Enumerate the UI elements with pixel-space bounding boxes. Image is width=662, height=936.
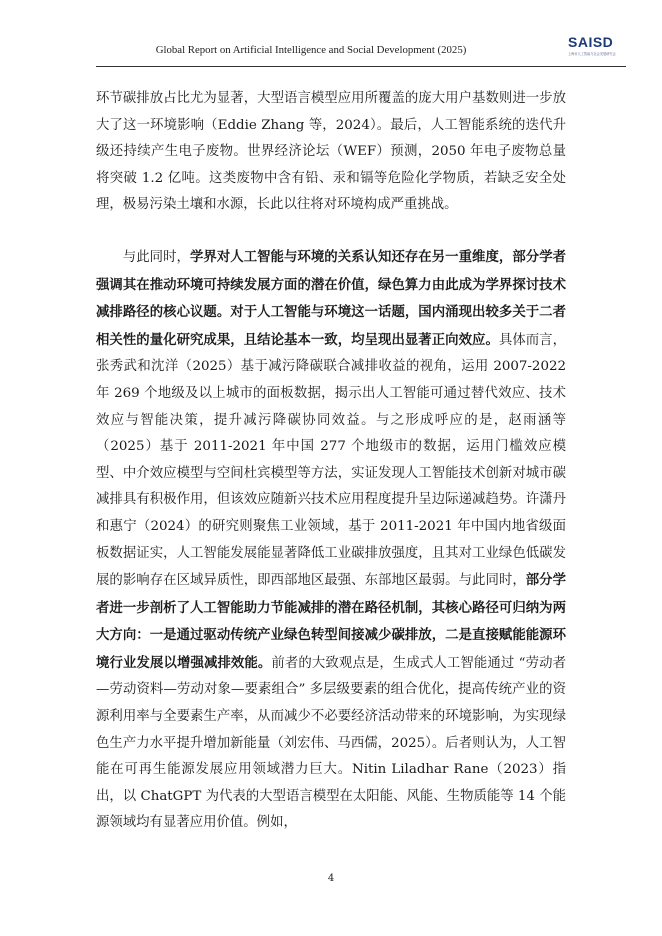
logo-subtitle: 上海市人工智能与社会发展研究会 xyxy=(568,52,616,56)
text-segment: 与此同时， xyxy=(122,249,190,265)
body-text xyxy=(96,86,566,837)
page-number: 4 xyxy=(327,873,335,884)
saisd-logo xyxy=(568,34,626,66)
bold-segment: 学界对人工智能与环境的关系认知还存在另一重维度，部分学者强调其在推动环境可持续发展方面的潜在价值，绿色算力由此成为学界探讨技术减排路径的核心议题。对于人工智能与环境这一话题，国内涌现出较多关于二者相关性的量化研究成果，且结论基本一致，均呈现出显著正向效应。 xyxy=(96,248,567,348)
header-divider xyxy=(96,66,626,67)
page-header xyxy=(96,34,626,70)
paragraph-1: 环节碳排放占比尤为显著，大型语言模型应用所覆盖的庞大用户基数则进一步放大了这一环境影响（Eddie Zhang 等，2024）。最后，人工智能系统的迭代升级还持续产生电子废物。世界经济论坛（WEF）预测，2050 年电子废物总量将突破 1.2 亿吨。这类废物中含有铅、汞和镉等危险化学物质，若缺乏安全处理，极易污染土壤和水源，长此以往将对环境构成严重挑战。 xyxy=(96,91,566,213)
text-segment: 前者的大致观点是，生成式人工智能通过 “劳动者—劳动资料—劳动对象—要素组合” 多层级要素的组合优化，提高传统产业的资源利用率与全要素生产率，从而减少不必要经济活动带来的环境影响，为实现绿色生产力水平提升增加新能量（刘宏伟、马西儒，2025）。后者则认为，人工智能在可再生能源发展应用领域潜力巨大。Nitin Liladhar Rane（2023）指出，以 ChatGPT 为代表的大型语言模型在太阳能、风能、生物质能等 14 个能源领域均有显著应用价值。例如， xyxy=(96,655,566,831)
logo-mark: SAISD xyxy=(568,34,614,50)
bold-segment: 部分学者进一步剖析了人工智能助力节能减排的潜在路径机制，其核心路径可归纳为两大方向：一是通过驱动传统产业绿色转型间接减少碳排放，二是直接赋能能源环境行业发展以增强减排效能。 xyxy=(96,572,566,671)
report-title: Global Report on Artificial Intelligence and Social Development (2025) xyxy=(155,44,467,56)
text-segment: 具体而言，张秀武和沈洋（2025）基于减污降碳联合减排收益的视角，运用 2007-2022 年 269 个地级及以上城市的面板数据，揭示出人工智能可通过替代效应、技术效应与智能决策，提升减污降碳协同效益。与之形成呼应的是，赵雨涵等（2025）基于 2011-2021 年中国 277 个地级市的数据，运用门槛效应模型、中介效应模型与空间杜宾模型等方法，实证发现人工智能技术创新对城市碳减排具有积极作用，但该效应随新兴技术应用程度提升呈边际递减趋势。许潇丹和惠宁（2024）的研究则聚焦工业领域，基于 2011-2021 年中国内地省级面板数据证实，人工智能发展能显著降低工业碳排放强度，且其对工业绿色低碳发展的影响存在区域异质性，即西部地区最强、东部地区最弱。与此同时， xyxy=(96,332,566,589)
paragraph-2 xyxy=(96,244,566,837)
